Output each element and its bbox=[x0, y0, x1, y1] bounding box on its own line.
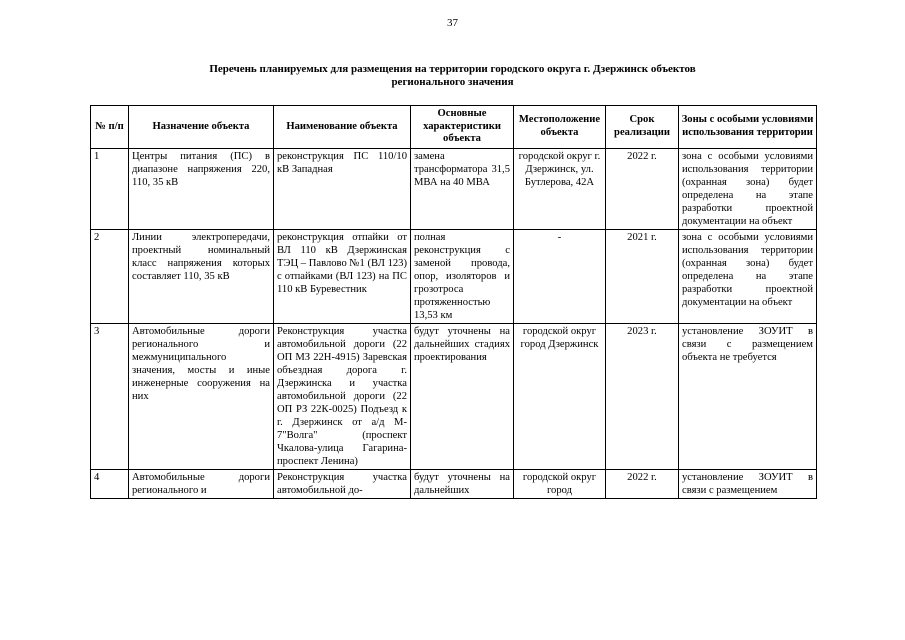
cell-characteristics: замена трансформатора 31,5 МВА на 40 МВА bbox=[411, 148, 514, 229]
cell-location: городской округ город bbox=[514, 469, 606, 498]
objects-table bbox=[90, 105, 817, 499]
title-line-1: Перечень планируемых для размещения на территории городского округа г. Дзержинск объектов bbox=[209, 63, 696, 75]
header-name: Наименование объекта bbox=[274, 106, 411, 149]
page-number: 37 bbox=[447, 17, 458, 29]
cell-location: - bbox=[514, 229, 606, 323]
cell-zones: зона с особыми условиями использования территории (охранная зона) будет определена на этапе разработки проектной документации на объект bbox=[679, 229, 817, 323]
cell-num: 3 bbox=[91, 323, 129, 469]
cell-num: 2 bbox=[91, 229, 129, 323]
cell-num: 1 bbox=[91, 148, 129, 229]
cell-purpose: Автомобильные дороги регионального и межмуниципального значения, мосты и иные инженерные сооружения на них bbox=[129, 323, 274, 469]
cell-characteristics: будут уточнены на дальнейших стадиях проектирования bbox=[411, 323, 514, 469]
table-row bbox=[91, 148, 817, 229]
header-purpose: Назначение объекта bbox=[129, 106, 274, 149]
cell-location: городской округ г. Дзержинск, ул. Бутлерова, 42А bbox=[514, 148, 606, 229]
cell-num: 4 bbox=[91, 469, 129, 498]
cell-term: 2022 г. bbox=[606, 148, 679, 229]
cell-characteristics: полная реконструкция с заменой провода, опор, изоляторов и грозотроса протяженностью 13,53 км bbox=[411, 229, 514, 323]
header-location: Местоположение объекта bbox=[514, 106, 606, 149]
cell-purpose: Линии электропередачи, проектный номинальный класс напряжения которых составляет 110, 35 кВ bbox=[129, 229, 274, 323]
header-characteristics: Основные характеристики объекта bbox=[411, 106, 514, 149]
cell-name: Реконструкция участка автомобильной дороги (22 ОП МЗ 22Н-4915) Заревская объездная дорога г. Дзержинска и участка автомобильной дороги (22 ОП РЗ 22К-0025) Подъезд к г. Дзержинск от а/д М- 7"Волга" (проспект Чкалова-улица Гагарина-проспект Ленина) bbox=[274, 323, 411, 469]
cell-zones: зона с особыми условиями использования территории (охранная зона) будет определена на этапе разработки проектной документации на объект bbox=[679, 148, 817, 229]
header-zones: Зоны с особыми условиями использования территории bbox=[679, 106, 817, 149]
title-line-2: регионального значения bbox=[391, 76, 514, 88]
cell-term: 2021 г. bbox=[606, 229, 679, 323]
cell-purpose: Центры питания (ПС) в диапазоне напряжения 220, 110, 35 кВ bbox=[129, 148, 274, 229]
cell-zones: установление ЗОУИТ в связи с размещением объекта не требуется bbox=[679, 323, 817, 469]
cell-name: Реконструкция участка автомобильной до- bbox=[274, 469, 411, 498]
cell-name: реконструкция ПС 110/10 кВ Западная bbox=[274, 148, 411, 229]
table-row bbox=[91, 323, 817, 469]
header-term: Срок реализации bbox=[606, 106, 679, 149]
document-title bbox=[90, 63, 815, 89]
cell-purpose: Автомобильные дороги регионального и bbox=[129, 469, 274, 498]
table-header-row bbox=[91, 106, 817, 149]
header-num: № п/п bbox=[91, 106, 129, 149]
table-row bbox=[91, 229, 817, 323]
table-row bbox=[91, 469, 817, 498]
cell-location: городской округ город Дзержинск bbox=[514, 323, 606, 469]
cell-term: 2022 г. bbox=[606, 469, 679, 498]
cell-zones: установление ЗОУИТ в связи с размещением bbox=[679, 469, 817, 498]
cell-term: 2023 г. bbox=[606, 323, 679, 469]
cell-name: реконструкция отпайки от ВЛ 110 кВ Дзержинская ТЭЦ – Павлово №1 (ВЛ 123) с отпайками (ВЛ 123) на ПС 110 кВ Буревестник bbox=[274, 229, 411, 323]
cell-characteristics: будут уточнены на дальнейших bbox=[411, 469, 514, 498]
